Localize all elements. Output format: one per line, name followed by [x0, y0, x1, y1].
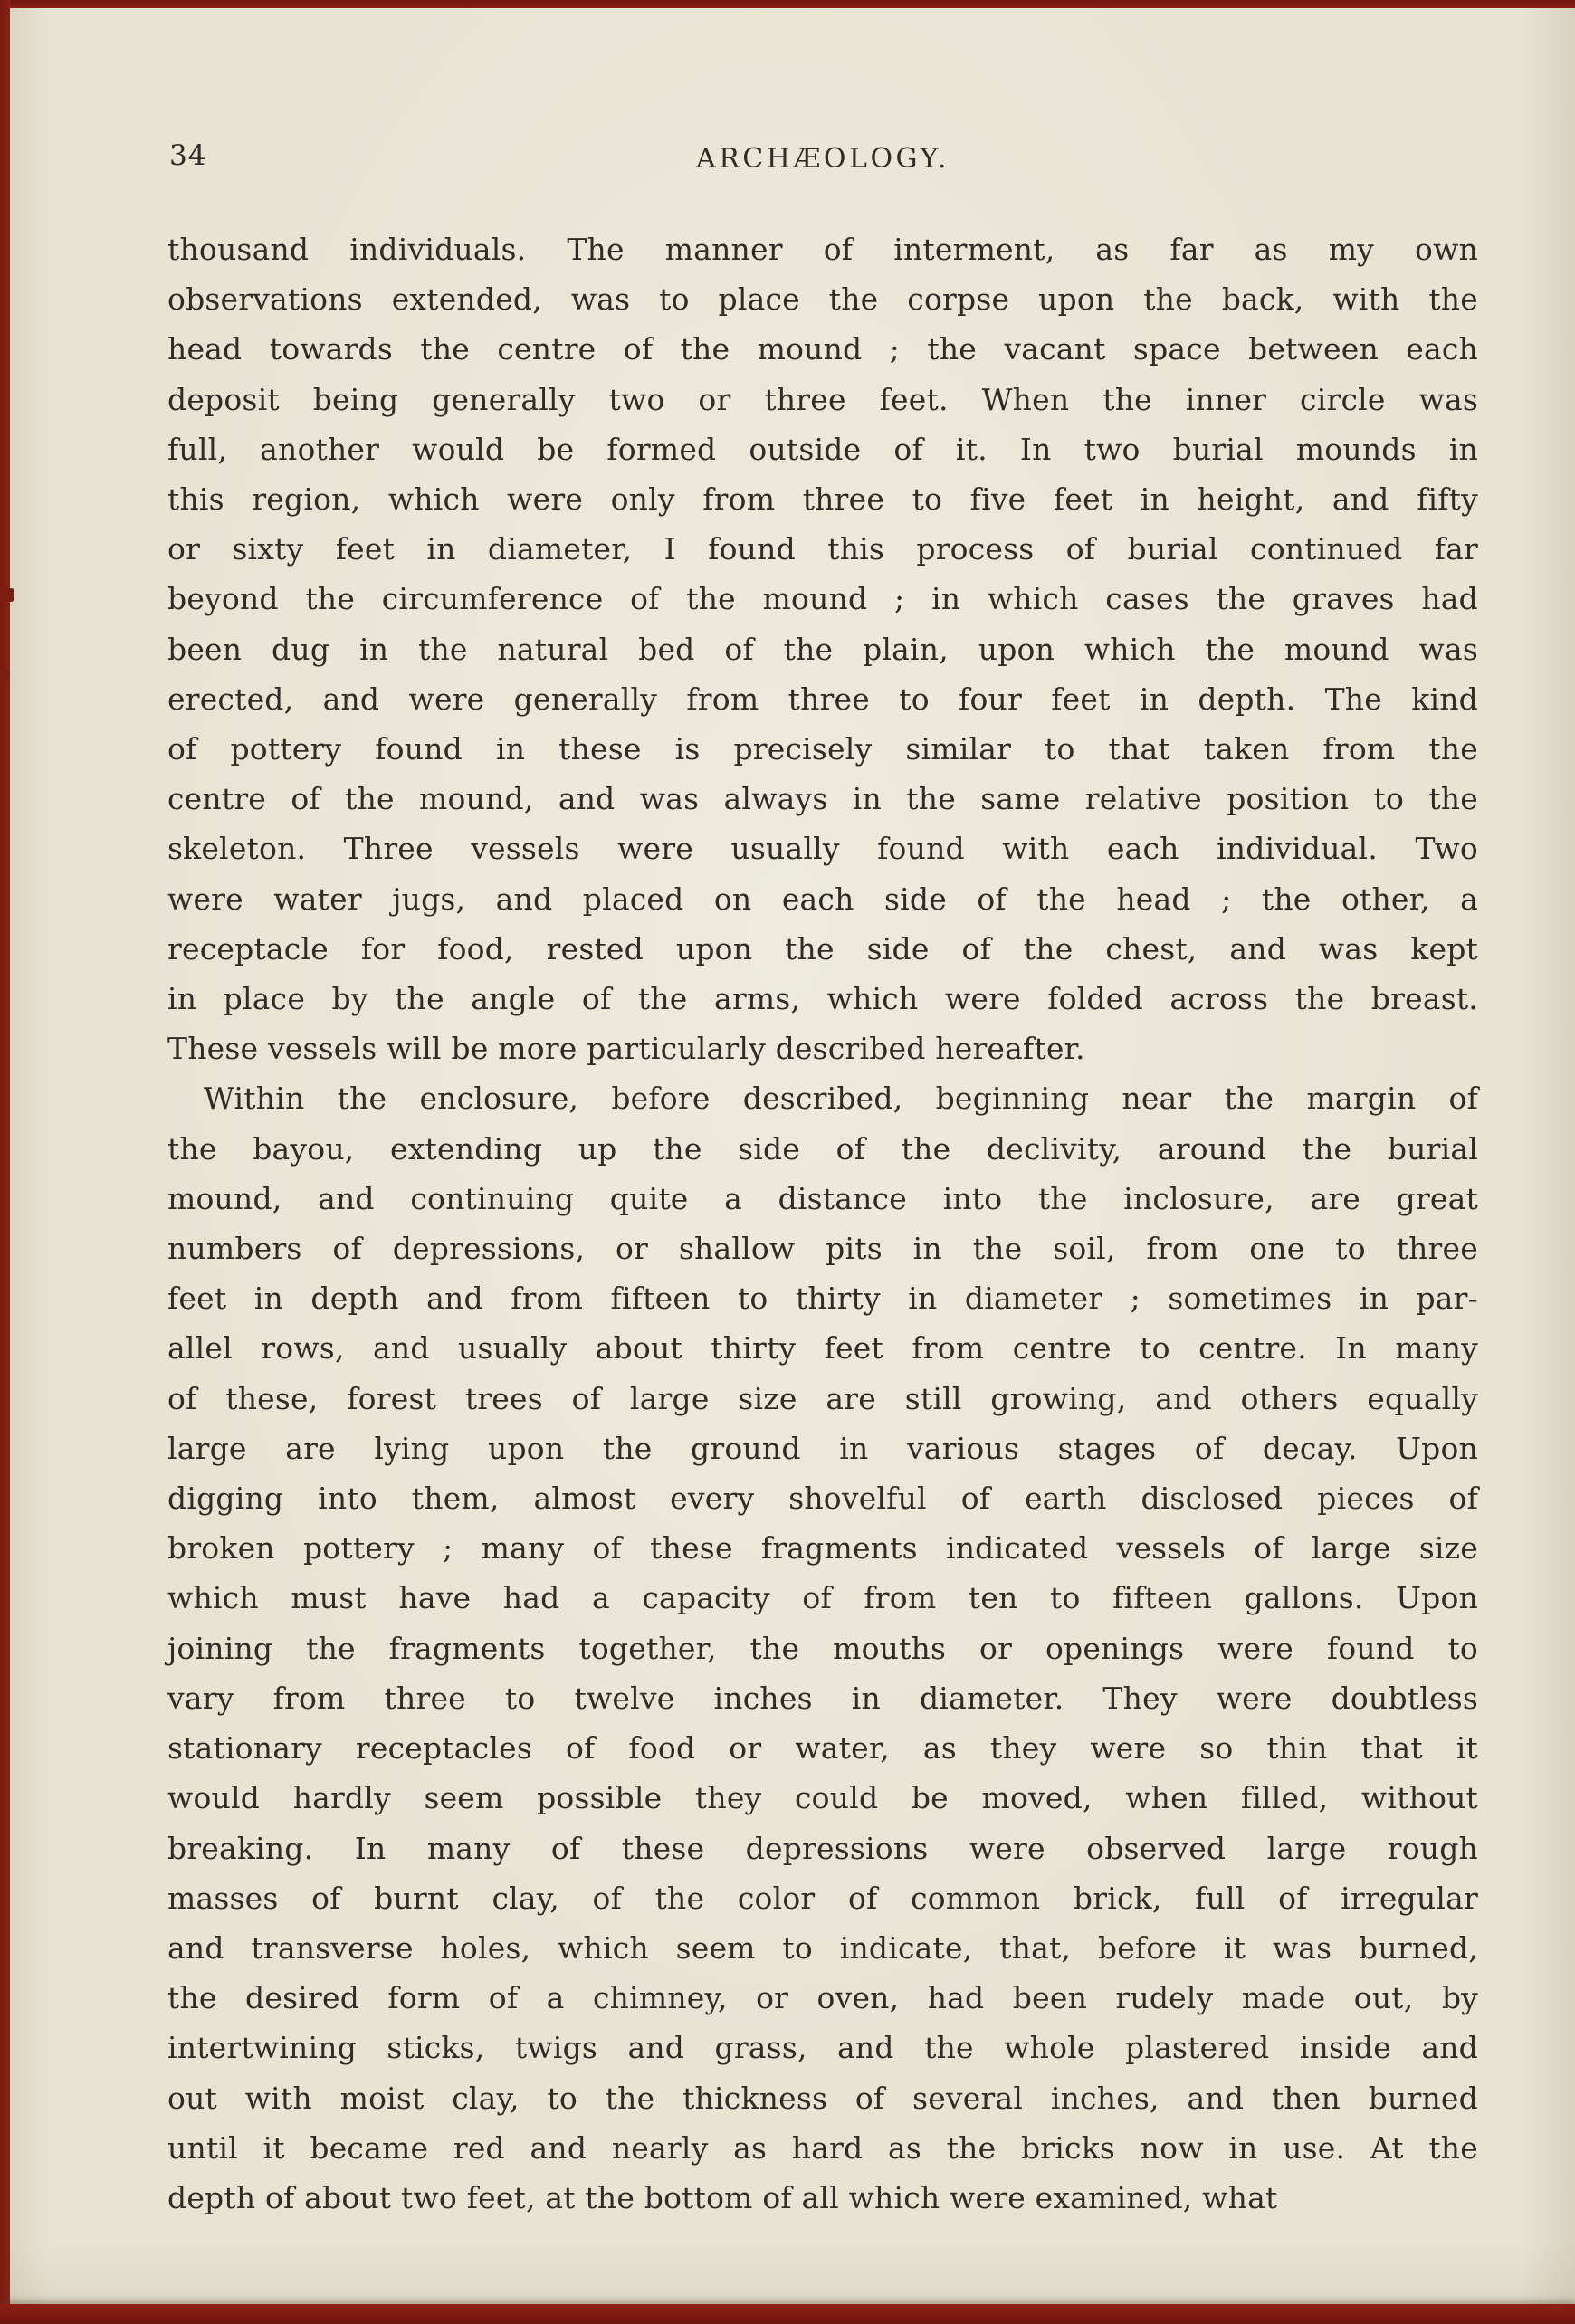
- text-line: These vessels will be more particularly described hereafter.: [167, 1031, 1085, 1067]
- page-edge-top: [0, 0, 1575, 8]
- text-line: observations extended, was to place the corpse upon the back, with the: [167, 281, 1478, 318]
- text-line: of pottery found in these is precisely similar to that taken from the: [167, 731, 1478, 767]
- text-line: out with moist clay, to the thickness of several inches, and then burned: [167, 2080, 1478, 2116]
- text-line: would hardly seem possible they could be moved, when filled, without: [167, 1780, 1478, 1816]
- text-line: depth of about two feet, at the bottom of all which were examined, what: [167, 2179, 1278, 2215]
- text-line: joining the fragments together, the mouths or openings were found to: [167, 1630, 1478, 1666]
- page-header-row: [167, 134, 1478, 186]
- text-line: feet in depth and from fifteen to thirty in diameter ; sometimes in par-: [167, 1281, 1478, 1317]
- text-line: in place by the angle of the arms, which were folded across the breast.: [167, 981, 1478, 1017]
- body-text: [167, 224, 1478, 2223]
- text-line: stationary receptacles of food or water, as they were so thin that it: [167, 1730, 1478, 1767]
- text-line: the desired form of a chimney, or oven, had been rudely made out, by: [167, 1980, 1478, 2016]
- text-line: masses of burnt clay, of the color of common brick, full of irregular: [167, 1880, 1478, 1916]
- text-line: erected, and were generally from three to four feet in depth. The kind: [167, 681, 1478, 717]
- text-line: allel rows, and usually about thirty feet from centre to centre. In many: [167, 1330, 1478, 1367]
- text-line: large are lying upon the ground in various stages of decay. Upon: [167, 1430, 1478, 1466]
- text-line: skeleton. Three vessels were usually found with each individual. Two: [167, 831, 1478, 867]
- text-line: Within the enclosure, before described, beginning near the margin of: [204, 1081, 1478, 1117]
- text-line: the bayou, extending up the side of the declivity, around the burial: [167, 1130, 1478, 1167]
- text-line: deposit being generally two or three feet. When the inner circle was: [167, 381, 1478, 417]
- text-line: vary from three to twelve inches in diameter. They were doubtless: [167, 1680, 1478, 1716]
- text-line: digging into them, almost every shovelful of earth disclosed pieces of: [167, 1481, 1478, 1517]
- running-header: ARCHÆOLOGY.: [696, 143, 950, 175]
- text-line: were water jugs, and placed on each side of the head ; the other, a: [167, 881, 1478, 917]
- page-edge-left: [0, 0, 10, 2324]
- text-line: been dug in the natural bed of the plain, upon which the mound was: [167, 631, 1478, 667]
- text-line: which must have had a capacity of from ten to fifteen gallons. Upon: [167, 1580, 1478, 1616]
- text-line: this region, which were only from three to five feet in height, and fifty: [167, 481, 1478, 518]
- page-number: 34: [169, 139, 207, 172]
- text-line: breaking. In many of these depressions were observed large rough: [167, 1830, 1478, 1866]
- left-edge-mark: [0, 588, 14, 602]
- text-line: numbers of depressions, or shallow pits in the soil, from one to three: [167, 1231, 1478, 1267]
- text-line: head towards the centre of the mound ; the vacant space between each: [167, 331, 1478, 367]
- text-line: intertwining sticks, twigs and grass, and the whole plastered inside and: [167, 2030, 1478, 2066]
- page-edge-bottom: [0, 2304, 1575, 2324]
- text-line: and transverse holes, which seem to indicate, that, before it was burned,: [167, 1929, 1478, 1966]
- text-line: or sixty feet in diameter, I found this process of burial continued far: [167, 531, 1478, 567]
- text-line: full, another would be formed outside of it. In two burial mounds in: [167, 431, 1478, 467]
- text-line: broken pottery ; many of these fragments indicated vessels of large size: [167, 1530, 1478, 1567]
- paragraph: [167, 224, 1478, 1073]
- paragraph: [167, 1073, 1478, 2223]
- text-line: of these, forest trees of large size are still growing, and others equally: [167, 1380, 1478, 1416]
- text-line: thousand individuals. The manner of interment, as far as my own: [167, 232, 1478, 267]
- left-edge-mark: [0, 670, 10, 680]
- text-line: mound, and continuing quite a distance into the inclosure, are great: [167, 1180, 1478, 1216]
- text-line: centre of the mound, and was always in the same relative position to the: [167, 781, 1478, 817]
- text-line: receptacle for food, rested upon the side of the chest, and was kept: [167, 930, 1478, 967]
- text-block: [167, 134, 1478, 2223]
- text-line: beyond the circumference of the mound ; in which cases the graves had: [167, 581, 1478, 617]
- text-line: until it became red and nearly as hard as the bricks now in use. At the: [167, 2129, 1478, 2166]
